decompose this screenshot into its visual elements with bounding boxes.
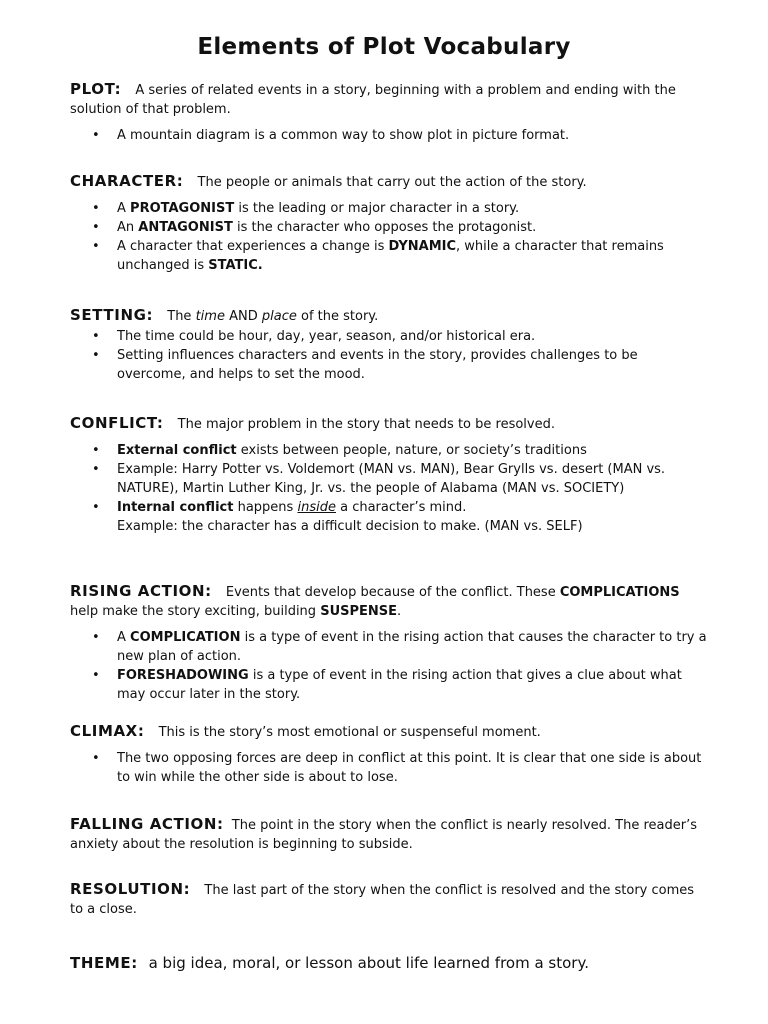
list-item [70,460,710,498]
bullet-text: A [117,201,126,216]
section-climax [70,722,710,787]
list-item [70,237,710,275]
section-conflict [70,414,710,536]
term-rising-action: RISING ACTION: [70,582,212,600]
term-resolution: RESOLUTION: [70,880,191,898]
term-climax: CLIMAX: [70,722,145,740]
emphasis-text: inside [297,500,336,515]
section-theme [70,954,710,973]
setting-definition [167,309,378,324]
term-conflict: CONFLICT: [70,414,164,432]
falling-definition: The point in the story when the conflict is nearly resolved. The reader’s anxiety about the resolution is beginning to subside. [70,818,698,852]
list-item [70,218,710,237]
bullet-text: A character that experiences a change is [117,239,385,254]
bold-term: Internal conflict [117,500,234,515]
term-setting: SETTING: [70,306,154,324]
list-item [70,327,710,346]
section-plot [70,80,710,145]
setting-bullets [70,327,710,384]
bullet-text: is the character who opposes the protagonist. [236,220,537,235]
bold-term: ANTAGONIST [138,220,233,235]
list-item [70,346,710,384]
bullet-text: The two opposing forces are deep in conflict at this point. It is clear that one side is about to win while the other side is about to lose. [117,751,702,785]
character-bullets [70,199,710,275]
resolution-definition: The last part of the story when the conflict is resolved and the story comes to a close. [70,883,695,917]
conflict-definition: The major problem in the story that needs to be resolved. [177,417,555,432]
plot-definition: A series of related events in a story, beginning with a problem and ending with the solution of that problem. [70,83,676,117]
bullet-text: is a type of event in the rising action that gives a clue about what may occur later in the story. [117,668,682,702]
bullet-text: exists between people, nature, or society’s traditions [240,443,587,458]
list-item [70,498,710,536]
def-text: Events that develop because of the conflict. These [225,585,556,600]
def-text: The [167,309,192,324]
section-setting [70,306,710,384]
list-item [70,199,710,218]
conflict-definition-line [70,414,710,434]
theme-definition: a big idea, moral, or lesson about life learned from a story. [148,954,589,972]
bullet-text: The time could be hour, day, year, season, and/or historical era. [117,329,536,344]
bullet-text: happens [237,500,294,515]
bullet-text: Example: the character has a difficult decision to make. (MAN vs. SELF) [117,519,583,534]
character-definition: The people or animals that carry out the action of the story. [197,175,587,190]
rising-bullets [70,628,710,704]
bullet-text: Example: Harry Potter vs. Voldemort (MAN vs. MAN), Bear Grylls vs. desert (MAN vs. NATURE), Martin Luther King, Jr. vs. the people of Alabama (MAN vs. SOCIETY) [117,462,666,496]
bold-term: External conflict [117,443,237,458]
page-title: Elements of Plot Vocabulary [197,34,571,60]
climax-definition: This is the story’s most emotional or suspenseful moment. [158,725,541,740]
bullet-text: , while a character that remains unchanged is [117,239,664,273]
def-text: of the story. [301,309,379,324]
bold-term: COMPLICATIONS [559,585,680,600]
list-item [70,441,710,460]
section-character [70,172,710,275]
bold-term: SUSPENSE [320,604,398,619]
list-item [70,628,710,666]
rising-definition-line [70,582,710,621]
bold-term: STATIC. [208,258,263,273]
bold-term: FORESHADOWING [117,668,249,683]
term-plot: PLOT: [70,80,122,98]
bullet-text: A mountain diagram is a common way to show plot in picture format. [117,128,570,143]
def-text: help make the story exciting, building [70,604,317,619]
climax-definition-line [70,722,710,742]
bold-term: COMPLICATION [130,630,241,645]
climax-bullets [70,749,710,787]
section-resolution [70,880,710,919]
conflict-bullets [70,441,710,536]
bullet-text: a character’s mind. [340,500,467,515]
bold-term: DYNAMIC [388,239,457,254]
def-text: . [397,604,402,619]
term-character: CHARACTER: [70,172,184,190]
bullet-text: A [117,630,126,645]
section-falling-action [70,815,710,854]
bullet-text: is the leading or major character in a story. [238,201,520,216]
bullet-text: An [117,220,135,235]
setting-definition-line [70,306,710,326]
section-rising-action [70,582,710,704]
def-text: AND [229,309,258,324]
term-theme: THEME: [70,954,138,972]
list-item [70,666,710,704]
list-item [70,749,710,787]
def-italic: time [195,309,225,324]
list-item [70,126,710,145]
character-definition-line [70,172,710,192]
plot-definition-line [70,80,710,119]
def-italic: place [261,309,297,324]
term-falling-action: FALLING ACTION: [70,815,224,833]
bullet-text: Setting influences characters and events in the story, provides challenges to be overcome, and helps to set the mood. [117,348,638,382]
plot-bullets [70,126,710,145]
bullet-text: is a type of event in the rising action that causes the character to try a new plan of action. [117,630,707,664]
bold-term: PROTAGONIST [130,201,235,216]
